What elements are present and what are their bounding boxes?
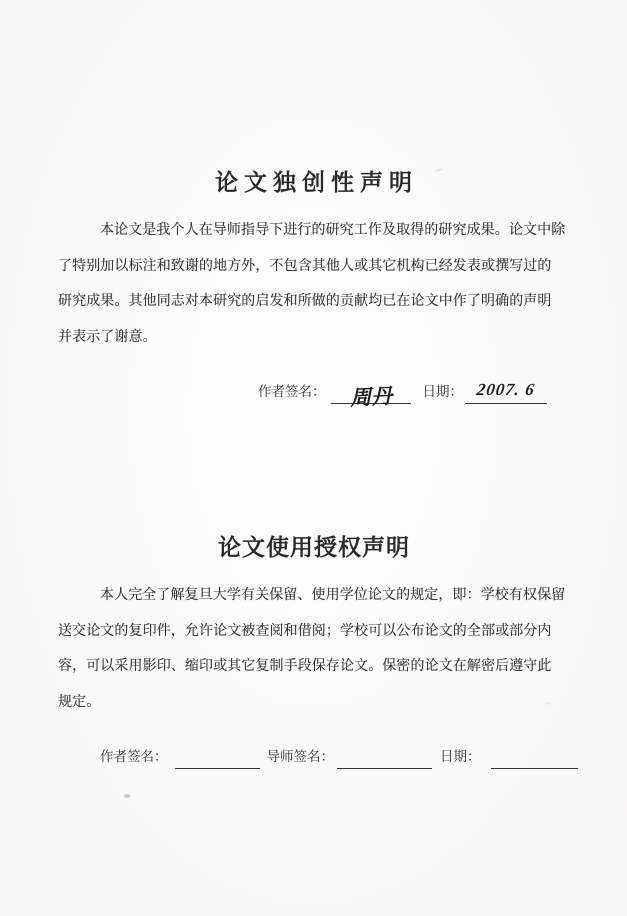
- paragraph-line: 并表示了谢意。: [58, 329, 157, 345]
- originality-declaration-paragraph: [58, 213, 566, 355]
- author-signature-blank-line: [175, 748, 260, 769]
- originality-signature-row: [258, 379, 547, 411]
- originality-declaration-title: 论文独创性声明: [215, 170, 418, 195]
- handwritten-date: 2007. 6: [475, 380, 537, 399]
- date-blank-line: [491, 748, 578, 769]
- paragraph-line: 研究成果。其他同志对本研究的启发和所做的贡献均已在论文中作了明确的声明: [58, 294, 552, 309]
- paragraph-line: 送交论文的复印件，允许论文被查阅和借阅；学校可以公布论文的全部或部分内: [58, 623, 552, 639]
- date-line: [465, 379, 547, 404]
- scan-speck: [124, 794, 130, 798]
- author-signature-line: [331, 379, 411, 411]
- paragraph-line: 本人完全了解复旦大学有关保留、使用学位论文的规定，即：学校有权保留: [100, 588, 566, 603]
- author-handwritten-signature: 周丹: [349, 383, 393, 411]
- paragraph-line: 本论文是我个人在导师指导下进行的研究工作及取得的研究成果。论文中除: [100, 223, 566, 238]
- author-signature-label: 作者签名：: [100, 749, 168, 764]
- authorization-signature-row: [100, 748, 578, 769]
- paragraph-line: 规定。: [58, 694, 101, 710]
- advisor-signature-blank-line: [337, 748, 432, 769]
- paragraph-line: 了特别加以标注和致谢的地方外，不包含其他人或其它机构已经发表或撰写过的: [58, 258, 552, 274]
- date-label: 日期：: [422, 384, 463, 399]
- author-signature-label: 作者签名：: [258, 384, 326, 399]
- paragraph-line: 容，可以采用影印、缩印或其它复制手段保存论文。保密的论文在解密后遵守此: [58, 659, 552, 674]
- authorization-statement-title: 论文使用授权声明: [218, 535, 410, 560]
- date-label: 日期：: [440, 749, 481, 764]
- advisor-signature-label: 导师签名：: [266, 749, 334, 764]
- authorization-statement-paragraph: [58, 578, 566, 720]
